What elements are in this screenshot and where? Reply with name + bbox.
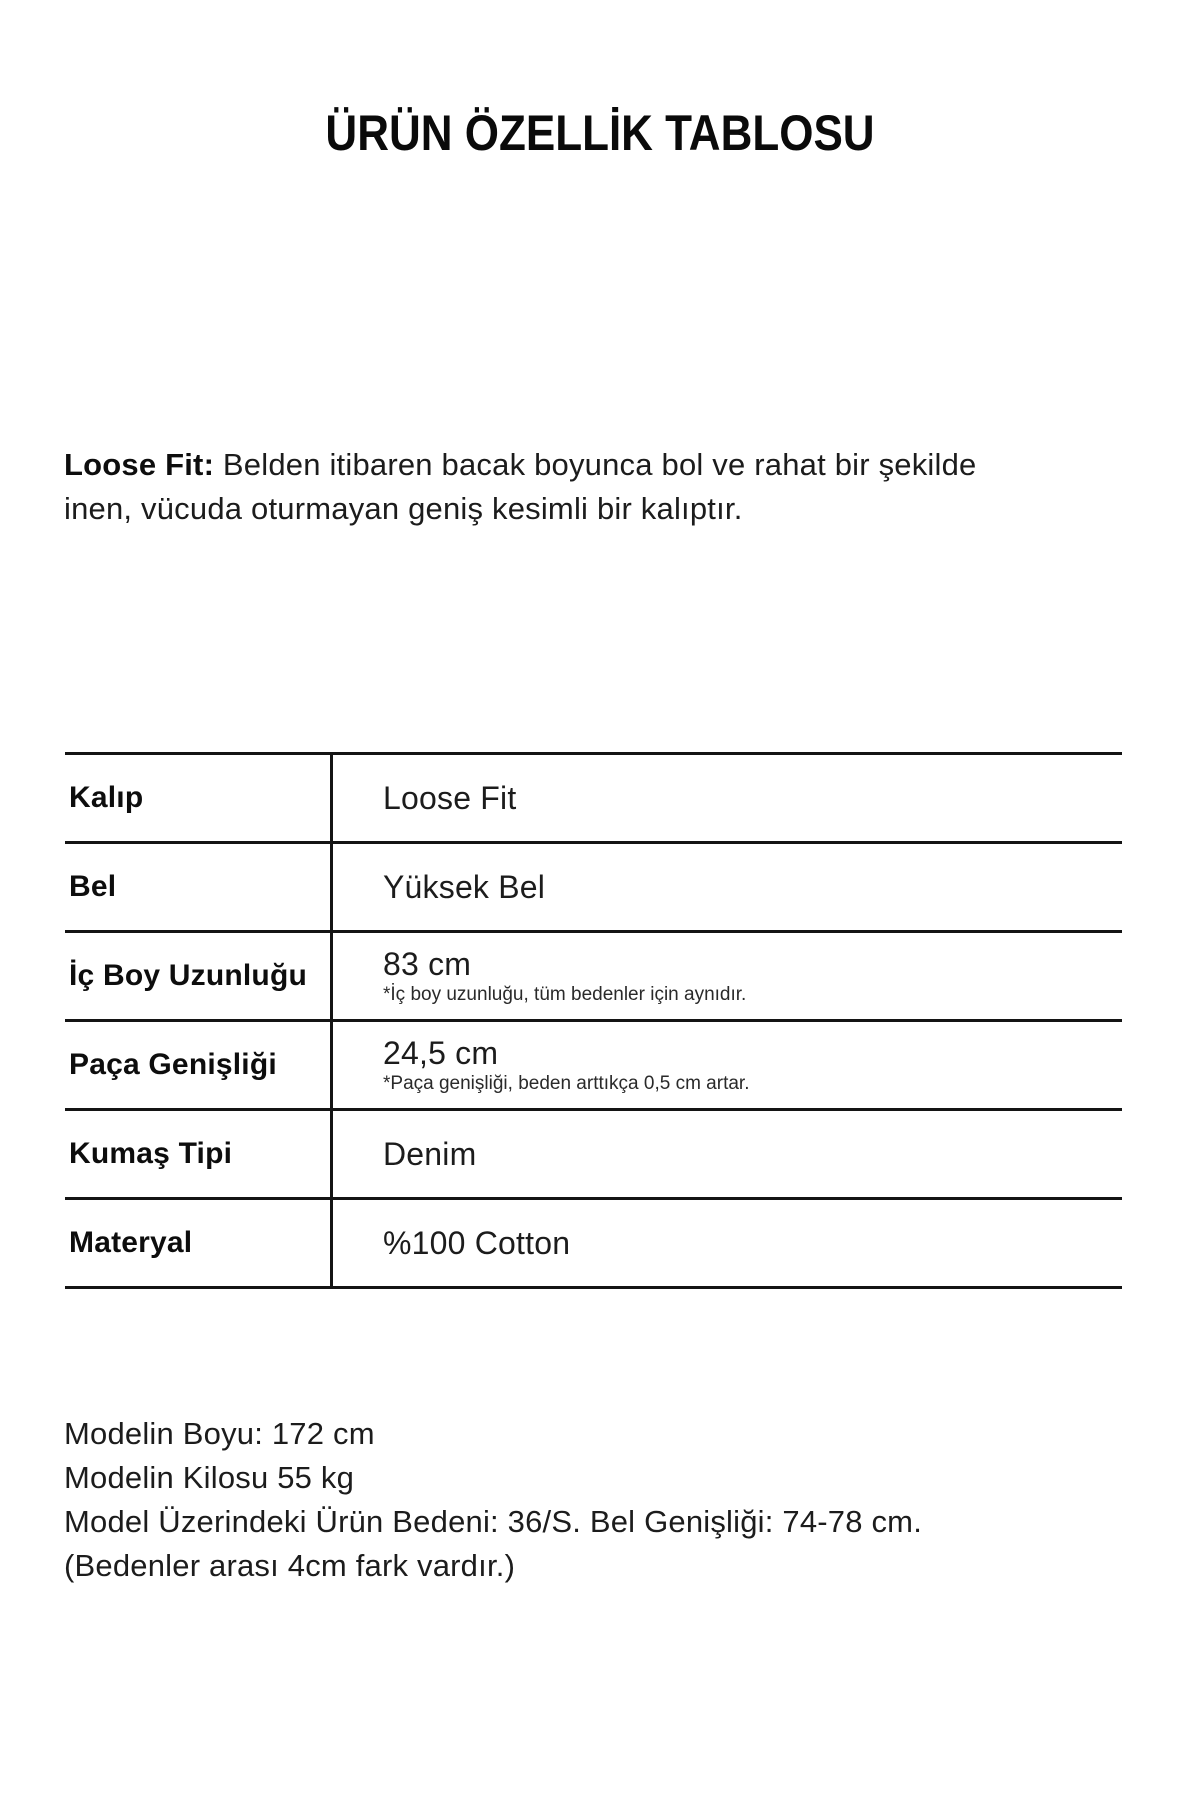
spec-table xyxy=(65,752,1122,1289)
row-value-materyal: %100 Cotton xyxy=(383,1225,571,1261)
row-label-materyal: Materyal xyxy=(65,1200,333,1286)
fit-description-text: Belden itibaren bacak boyunca bol ve rahat bir şekilde inen, vücuda oturmayan geniş kesimli bir kalıptır. xyxy=(64,447,977,526)
model-height-line: Modelin Boyu: 172 cm xyxy=(64,1416,375,1451)
row-value-kumas-tipi: Denim xyxy=(383,1136,477,1172)
row-value-cell xyxy=(333,933,1122,1019)
fit-description xyxy=(64,443,1016,531)
fit-description-label: Loose Fit: xyxy=(64,447,215,482)
row-label-kumas-tipi: Kumaş Tipi xyxy=(65,1111,333,1197)
page-title: ÜRÜN ÖZELLİK TABLOSU xyxy=(325,105,875,161)
row-value-cell xyxy=(333,1022,1122,1108)
model-weight-line: Modelin Kilosu 55 kg xyxy=(64,1460,355,1495)
table-row xyxy=(65,1111,1122,1200)
table-row xyxy=(65,933,1122,1022)
row-value-ic-boy-uzunlugu: 83 cm xyxy=(383,946,472,982)
model-size-line: Model Üzerindeki Ürün Bedeni: 36/S. Bel Genişliği: 74-78 cm. (Bedenler arası 4cm fark vardır.) xyxy=(64,1504,923,1583)
table-row xyxy=(65,755,1122,844)
table-row xyxy=(65,1200,1122,1289)
row-label-ic-boy-uzunlugu: İç Boy Uzunluğu xyxy=(65,933,333,1019)
row-value-bel: Yüksek Bel xyxy=(383,869,546,905)
table-row xyxy=(65,1022,1122,1111)
model-info xyxy=(64,1412,1054,1588)
row-label-kalip: Kalıp xyxy=(65,755,333,841)
row-label-bel: Bel xyxy=(65,844,333,930)
row-value-cell xyxy=(333,1200,1122,1286)
row-note-paca-genisligi: *Paça genişliği, beden arttıkça 0,5 cm artar. xyxy=(383,1073,750,1094)
table-row xyxy=(65,844,1122,933)
row-value-kalip: Loose Fit xyxy=(383,780,517,816)
row-value-cell xyxy=(333,1111,1122,1197)
row-value-cell xyxy=(333,755,1122,841)
row-value-paca-genisligi: 24,5 cm xyxy=(383,1035,499,1071)
row-label-paca-genisligi: Paça Genişliği xyxy=(65,1022,333,1108)
row-note-ic-boy-uzunlugu: *İç boy uzunluğu, tüm bedenler için aynıdır. xyxy=(383,984,747,1005)
row-value-cell xyxy=(333,844,1122,930)
